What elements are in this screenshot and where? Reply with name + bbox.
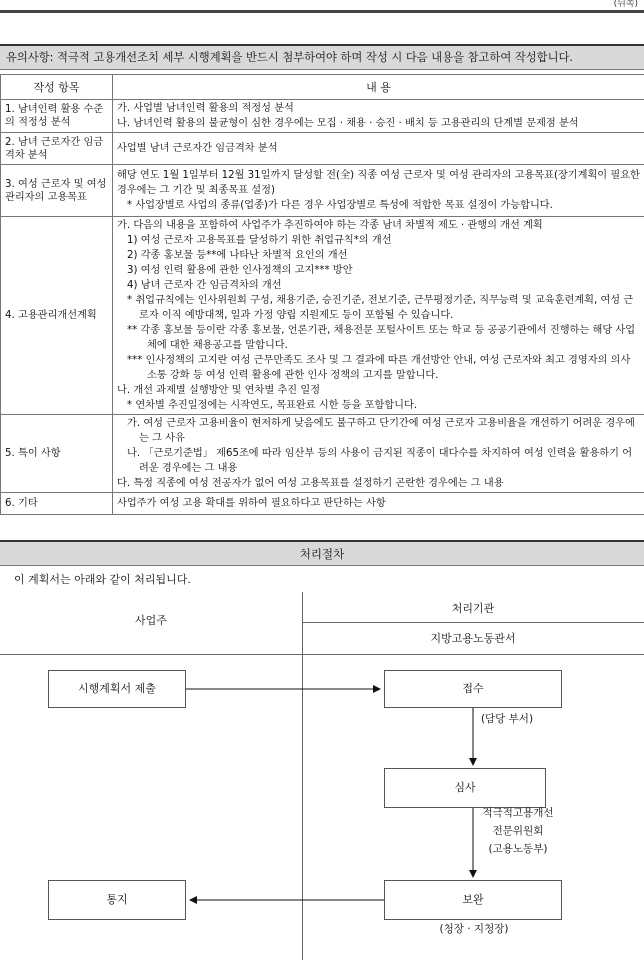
table-row bbox=[1, 493, 644, 515]
table-row bbox=[1, 217, 644, 415]
supplement-box: 보완 bbox=[384, 880, 562, 920]
receive-box: 접수 bbox=[384, 670, 562, 708]
applicant-header: 사업주 bbox=[135, 614, 167, 627]
content-cell: 가. 다음의 내용을 포함하여 사업주가 추진하여야 하는 각종 남녀 차별적 제도 · 관행의 개선 계획 1) 여성 근로자 고용목표를 달성하기 위한 취업규칙*의 개선 2) 각종 홍보물 등**에 나타난 차별적 요인의 개선 3) 여성 인력 활용에 관한 인사정책의 고지*** 방안 4) 남녀 근로자 간 임금격차의 개선 * 취업규칙에는 인사위원회 구성, 채용기준, 승진기준, 전보기준, 근무평정기준, 직무능력 및 교육훈련계획, 여성 근로자 이직 예방대책, 일과 가정 양립 지원제도 등이 포함될 수 있습니다. ** 각종 홍보물 등이란 각종 홍보물, 언론기관, 채용전문 포털사이트 또는 학교 등 공공기관에서 진행하는 해당 사업체에 대한 채용공고를 말합니다. *** 인사정책의 고지란 여성 근무만족도 조사 및 그 결과에 따른 개선방안 안내, 여성 근로자와 최고 경영자의 의사소통 강화 등 여성 인력 활용에 관한 인사 정책의 고지를 말합니다. 나. 개선 과제별 실행방안 및 연차별 추진 일정 * 연차별 추진일정에는 시작연도, 목표완료 시한 등을 포함합니다. bbox=[113, 217, 644, 415]
col-content-header: 내 용 bbox=[113, 75, 644, 100]
notice-banner: 유의사항: 적극적 고용개선조치 세부 시행계획을 반드시 첨부하여야 하며 작성 시 다음 내용을 참고하여 작성합니다. bbox=[0, 44, 644, 70]
table-row bbox=[1, 133, 644, 165]
items-table bbox=[0, 74, 644, 515]
flowchart bbox=[0, 592, 644, 960]
content-cell: 사업주가 여성 고용 확대를 위하여 필요하다고 판단하는 사항 bbox=[113, 493, 644, 515]
review-committee-label-1: 적극적고용개선 bbox=[482, 807, 554, 819]
content-cell: 가. 여성 근로자 고용비율이 현저하게 낮음에도 불구하고 단기간에 여성 근로자 고용비율을 개선하기 어려운 경우에는 그 사유 나. 「근로기준법」 제65조에 따라 임산부 등의 사용이 금지된 직종이 대다수를 차지하여 여성 인력을 활용하기 어려운 경우에는 그 내용 다. 특정 직종에 여성 전공자가 없어 여성 고용목표를 설정하기 곤란한 경우에는 그 내용 bbox=[113, 415, 644, 493]
review-committee-label-2: 전문위원회 bbox=[492, 825, 544, 837]
item-cell: 4. 고용관리개선계획 bbox=[1, 217, 113, 415]
table-row bbox=[1, 165, 644, 217]
agency-subheader: 지방고용노동관서 bbox=[430, 632, 516, 645]
agency-header: 처리기관 bbox=[451, 602, 495, 615]
table-row bbox=[1, 415, 644, 493]
content-cell: 사업별 남녀 근로자간 임금격차 분석 bbox=[113, 133, 644, 165]
receive-dept-label: (담당 부서) bbox=[480, 713, 534, 725]
item-cell: 2. 남녀 근로자간 임금격차 분석 bbox=[1, 133, 113, 165]
table-header-row bbox=[1, 75, 644, 100]
item-cell: 6. 기타 bbox=[1, 493, 113, 515]
procedure-heading: 처리절차 bbox=[0, 540, 644, 566]
supplement-authority-label: (청장 · 지청장) bbox=[439, 923, 509, 935]
item-cell: 1. 남녀인력 활용 수준의 적정성 분석 bbox=[1, 100, 113, 133]
table-row bbox=[1, 100, 644, 133]
content-cell: 해당 연도 1월 1일부터 12월 31일까지 달성할 전(全) 직종 여성 근로자 및 여성 관리자의 고용목표(장기계획이 필요한 경우에는 그 기간 및 최종목표 설정) * 사업장별로 사업의 종류(업종)가 다른 경우 사업장별로 특성에 적합한 목표 설정이 가능합니다. bbox=[113, 165, 644, 217]
submit-plan-box: 시행계획서 제출 bbox=[48, 670, 186, 708]
review-committee-label-3: (고용노동부) bbox=[488, 843, 548, 855]
page-note: (뒤쪽) bbox=[613, 0, 638, 9]
item-cell: 3. 여성 근로자 및 여성 관리자의 고용목표 bbox=[1, 165, 113, 217]
flow-arrows bbox=[0, 592, 644, 960]
top-rule bbox=[0, 10, 644, 13]
review-box: 심사 bbox=[384, 768, 546, 808]
procedure-intro: 이 계획서는 아래와 같이 처리됩니다. bbox=[14, 573, 191, 586]
notify-box: 통지 bbox=[48, 880, 186, 920]
item-cell: 5. 특이 사항 bbox=[1, 415, 113, 493]
content-cell: 가. 사업별 남녀인력 활용의 적정성 분석 나. 남녀인력 활용의 불균형이 심한 경우에는 모집 · 채용 · 승진 · 배치 등 고용관리의 단계별 문제점 분석 bbox=[113, 100, 644, 133]
col-item-header: 작성 항목 bbox=[1, 75, 113, 100]
